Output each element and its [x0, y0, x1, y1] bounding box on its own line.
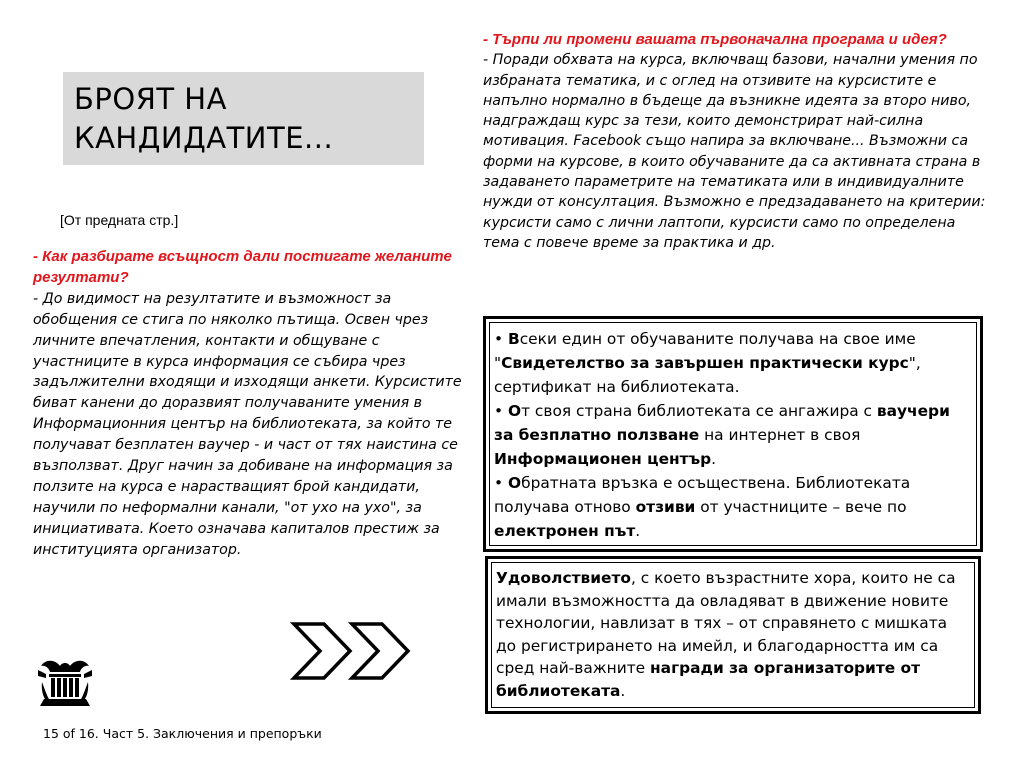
title-line-1: БРОЯТ НА: [74, 82, 227, 116]
bullet-certificate: [494, 327, 970, 399]
double-chevron-right-icon[interactable]: [290, 620, 415, 682]
right-qa-block: [483, 30, 988, 253]
bullet-bold-text: Свидетелство за завършен практически курс: [501, 354, 909, 372]
bullet-bold-text: отзиви: [635, 498, 696, 516]
satisfaction-bold-lead: Удоволствието: [496, 569, 631, 587]
certificate-box-content: [494, 327, 970, 543]
bullet-first-letter: В: [507, 330, 520, 348]
title-line-2: КАНДИДАТИТЕ...: [74, 121, 334, 155]
bullet-first-letter: О: [507, 402, 522, 420]
right-question: - Търпи ли промени вашата първоначална програма и идея?: [483, 31, 947, 48]
bullet-text: братната връзка е осъществена. Библиотеката получава отново: [494, 474, 911, 516]
bullet-text: на интернет в своя: [699, 426, 861, 444]
bullet-bold-text: ваучери за безплатно ползване: [494, 402, 950, 444]
bullet-mark: •: [494, 474, 508, 492]
page-footer: 15 of 16. Част 5. Заключения и препоръки: [43, 726, 322, 741]
page-title: [74, 80, 333, 158]
bullet-bold-text: Информационен център: [494, 450, 712, 468]
satisfaction-text: , с което възрастните хора, които не са имали възможността да овладяват в движение новите технологии, навлизат в тях – от справянето с мишката до регистрирането на имейл, и благодарността им са сред най-важните: [496, 569, 956, 677]
bullet-text: т своя страна библиотеката се ангажира с: [521, 402, 877, 420]
bullet-text: от участниците – вече по: [695, 498, 907, 516]
bullet-feedback: [494, 471, 970, 543]
bullet-first-letter: О: [507, 474, 522, 492]
satisfaction-text-end: .: [620, 681, 626, 700]
left-question: - Как разбирате всъщност дали постигате желаните резултати?: [33, 248, 452, 286]
bullet-text: .: [635, 522, 641, 540]
bullet-bold-text: електронен път: [494, 522, 636, 540]
bullet-text: ", сертификат на библиотеката.: [494, 354, 921, 396]
right-answer: - Поради обхвата на курса, включващ базови, начални умения по избраната тематика, и с оглед на отзивите на курсистите е напълно нормално в бъдеще да възникне идеята за второ ниво, надграждащ курс за тези, които демонстрират най-силна мотивация. Facebook също напира за включване... Възможни са форми на курсове, в които обучаваните да са активната страна в задаването параметрите на тематиката или в индивидуалните нужди от консултация. Възможно е предзадаването на критерии: курсисти само с лични лаптопи, курсисти само по определена тема с повече време за практика и др.: [483, 52, 986, 251]
library-logo: [36, 656, 94, 708]
left-answer: - До видимост на резултатите и възможност за обобщения се стига по няколко пътища. Освен чрез личните впечатления, контакти и общуване с участниците в курса информация се събира чрез задължителни входящи и изходящи анкети. Курсистите биват канени до доразвият получаваните умения в Информационния център на библиотеката, за който те получават безплатен ваучер - и част от тях наистина се възползват. Друг начин за добиване на информация за ползите на курса е нарастващият брой кандидати, научили по неформални канали, "от ухо на ухо", за инициативата. Което означава капиталов престиж за институцията организатор.: [33, 290, 462, 558]
continued-note: [От предната стр.]: [60, 212, 179, 228]
bullet-text: секи един от обучаваните получава на свое име ": [494, 330, 916, 372]
bullet-mark: •: [494, 330, 508, 348]
bullet-mark: •: [494, 402, 508, 420]
left-qa-block: [33, 247, 463, 561]
bullet-text: .: [711, 450, 717, 468]
satisfaction-box-content: [496, 567, 968, 702]
title-box: [63, 72, 424, 165]
certificate-box: [483, 316, 983, 552]
satisfaction-bold-reward: награди за организаторите от библиотеката: [496, 659, 921, 700]
bullet-vouchers: [494, 399, 970, 471]
satisfaction-box: [485, 556, 981, 714]
